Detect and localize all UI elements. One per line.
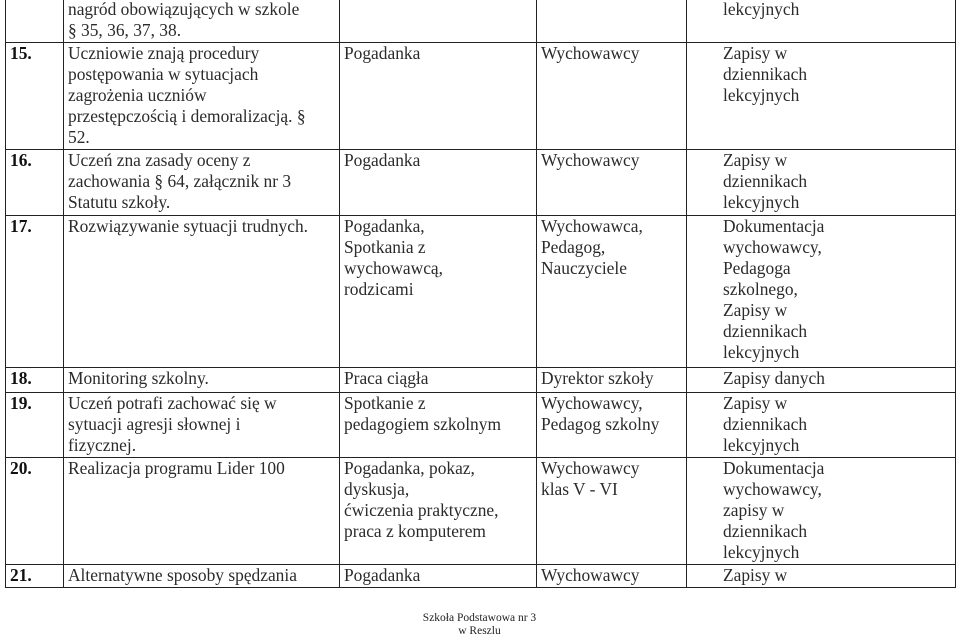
responsible-cell: Wychowawcy xyxy=(537,43,687,150)
table-row xyxy=(6,565,956,588)
table-row xyxy=(6,368,956,393)
footer-town: w Reszlu xyxy=(458,625,501,637)
activity-cell: Uczniowie znają procedury postępowania w sytuacjach zagrożenia uczniów przestępczością i demoralizacją. § 52. xyxy=(64,43,340,150)
table-row xyxy=(6,150,956,216)
table-row xyxy=(6,393,956,458)
form-cell: Pogadanka xyxy=(340,150,537,216)
documentation-cell: Zapisy danych xyxy=(687,368,956,393)
table-row xyxy=(6,0,956,43)
row-number: 19. xyxy=(6,393,64,458)
row-number: 15. xyxy=(6,43,64,150)
page-footer xyxy=(0,612,959,638)
documentation-cell: Dokumentacja wychowawcy, Pedagoga szkolnego, Zapisy w dziennikach lekcyjnych xyxy=(687,216,956,368)
row-number: 16. xyxy=(6,150,64,216)
table-row xyxy=(6,43,956,150)
documentation-cell: Zapisy w dziennikach lekcyjnych xyxy=(687,393,956,458)
responsible-cell: Wychowawcy xyxy=(537,565,687,588)
documentation-cell: Zapisy w dziennikach lekcyjnych xyxy=(687,150,956,216)
activity-cell: Uczeń potrafi zachować się w sytuacji agresji słownej i fizycznej. xyxy=(64,393,340,458)
footer-school-name: Szkoła Podstawowa nr 3 xyxy=(422,612,537,624)
form-cell xyxy=(340,0,537,43)
activity-cell: Alternatywne sposoby spędzania xyxy=(64,565,340,588)
responsible-cell: Wychowawcy, Pedagog szkolny xyxy=(537,393,687,458)
activity-cell: Monitoring szkolny. xyxy=(64,368,340,393)
activity-cell: Rozwiązywanie sytuacji trudnych. xyxy=(64,216,340,368)
form-cell: Pogadanka xyxy=(340,43,537,150)
responsible-cell: Wychowawcy klas V - VI xyxy=(537,458,687,565)
documentation-cell: Zapisy w dziennikach lekcyjnych xyxy=(687,43,956,150)
form-cell: Pogadanka xyxy=(340,565,537,588)
form-cell: Pogadanka, Spotkania z wychowawcą, rodzicami xyxy=(340,216,537,368)
activity-cell: Uczeń zna zasady oceny z zachowania § 64, załącznik nr 3 Statutu szkoły. xyxy=(64,150,340,216)
program-table xyxy=(5,0,956,588)
responsible-cell xyxy=(537,0,687,43)
form-cell: Spotkanie z pedagogiem szkolnym xyxy=(340,393,537,458)
row-number: 18. xyxy=(6,368,64,393)
form-cell: Praca ciągła xyxy=(340,368,537,393)
responsible-cell: Wychowawcy xyxy=(537,150,687,216)
row-number xyxy=(6,0,64,43)
responsible-cell: Dyrektor szkoły xyxy=(537,368,687,393)
activity-cell: nagród obowiązujących w szkole § 35, 36, 37, 38. xyxy=(64,0,340,43)
documentation-cell: Zapisy w xyxy=(687,565,956,588)
row-number: 20. xyxy=(6,458,64,565)
activity-cell: Realizacja programu Lider 100 xyxy=(64,458,340,565)
row-number: 21. xyxy=(6,565,64,588)
form-cell: Pogadanka, pokaz, dyskusja, ćwiczenia praktyczne, praca z komputerem xyxy=(340,458,537,565)
documentation-cell: lekcyjnych xyxy=(687,0,956,43)
table-row xyxy=(6,216,956,368)
responsible-cell: Wychowawca, Pedagog, Nauczyciele xyxy=(537,216,687,368)
table-row xyxy=(6,458,956,565)
row-number: 17. xyxy=(6,216,64,368)
documentation-cell: Dokumentacja wychowawcy, zapisy w dziennikach lekcyjnych xyxy=(687,458,956,565)
